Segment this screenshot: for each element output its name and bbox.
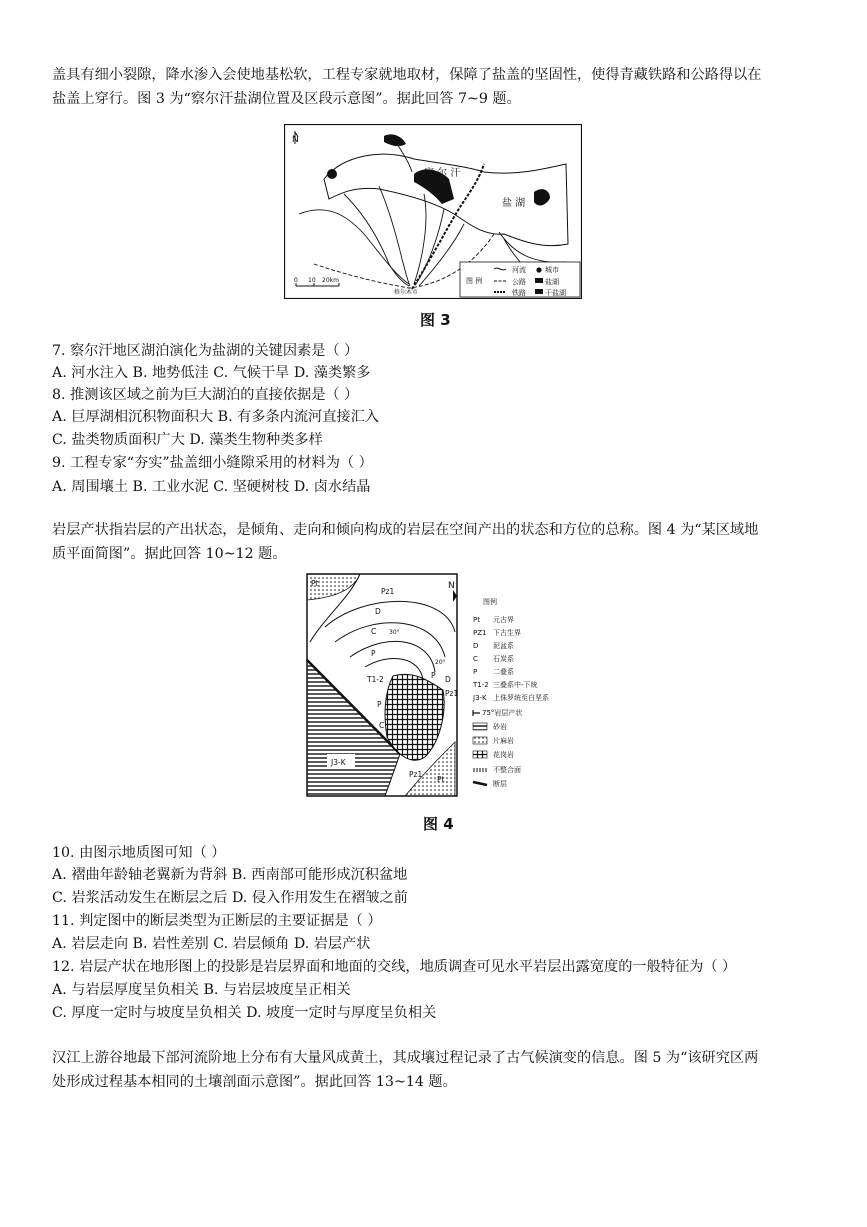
intro-3-line-2: 处形成过程基本相同的土壤剖面示意图”。据此回答 13~14 题。: [52, 1074, 457, 1090]
city-marker: [327, 169, 337, 179]
label-c-1: C: [371, 627, 377, 636]
svg-text:花岗岩: 花岗岩: [493, 751, 514, 759]
svg-text:图例: 图例: [483, 598, 497, 606]
label-j3k: J3-K: [331, 758, 346, 767]
q10-options-2: C. 岩浆活动发生在断层之后 D. 侵入作用发生在褶皱之前: [52, 890, 408, 906]
svg-text:断层: 断层: [493, 780, 507, 788]
label-p-1: P: [371, 649, 376, 658]
intro-paragraph-1: [52, 63, 822, 111]
svg-text:PZ1: PZ1: [473, 629, 487, 637]
svg-text:10: 10: [308, 277, 316, 284]
lake-label-1: 察 尔 汗: [424, 168, 461, 179]
svg-text:河流: 河流: [512, 266, 526, 274]
q9-stem: 9. 工程专家“夯实”盐盖细小缝隙采用的材料为（ ）: [52, 455, 373, 471]
label-p-3: P: [431, 671, 436, 680]
label-c-2: C: [379, 721, 385, 730]
q11-options: A. 岩层走向 B. 岩性差别 C. 岩层倾角 D. 岩层产状: [52, 936, 371, 952]
dip-label-2: 20°: [435, 659, 446, 666]
intro-2-line-1: 岩层产状指岩层的产出状态，是倾角、走向和倾向构成的岩层在空间产出的状态和方位的总称。图 4 为“某区域地: [52, 522, 759, 538]
figure-3-map: [284, 124, 582, 299]
label-pz1-3: Pz1: [445, 689, 459, 698]
q9-options: A. 周围壤土 B. 工业水泥 C. 坚硬树枝 D. 卤水结晶: [52, 479, 371, 495]
svg-text:75°岩层产状: 75°岩层产状: [482, 709, 523, 717]
svg-text:20km: 20km: [322, 277, 339, 284]
svg-text:公路: 公路: [512, 278, 526, 286]
svg-text:砂岩: 砂岩: [493, 723, 507, 731]
svg-text:下古生界: 下古生界: [493, 629, 521, 637]
svg-text:片麻岩: 片麻岩: [493, 737, 514, 745]
city-marker: [536, 191, 546, 201]
svg-text:C: C: [473, 655, 478, 663]
intro-2-line-2: 质平面简图”。据此回答 10~12 题。: [52, 546, 287, 562]
q8-stem: 8. 推测该区域之前为巨大湖泊的直接依据是（ ）: [52, 387, 359, 403]
north-arrow-label: N: [292, 135, 299, 145]
intro-1-line-2: 盐盖上穿行。图 3 为“察尔汗盐湖位置及区段示意图”。据此回答 7~9 题。: [52, 91, 521, 107]
svg-text:城市: 城市: [545, 266, 559, 274]
figure-4-legend: [472, 597, 549, 788]
svg-text:Pt: Pt: [473, 616, 480, 624]
label-pz1-1: Pz1: [381, 587, 395, 596]
figure-3-legend: [460, 262, 580, 297]
q8-options-1: A. 巨厚湖相沉积物面积大 B. 有多条内流河直接汇入: [52, 409, 379, 425]
intro-1-line-1: 盖具有细小裂隙，降水渗入会使地基松软，工程专家就地取材，保障了盐盖的坚固性，使得青藏铁路和公路得以在: [52, 67, 762, 83]
svg-text:三叠系中-下统: 三叠系中-下统: [493, 681, 538, 689]
svg-text:0: 0: [294, 277, 298, 284]
svg-text:T1-2: T1-2: [473, 681, 489, 689]
label-pz1-2: Pz1: [409, 770, 423, 779]
figure-4-geologic-map: [305, 572, 570, 800]
q12-options-1: A. 与岩层厚度呈负相关 B. 与岩层坡度呈正相关: [52, 982, 351, 998]
svg-text:P: P: [473, 668, 478, 676]
q10-options-1: A. 褶曲年龄轴老翼新为背斜 B. 西南部可能形成沉积盆地: [52, 867, 408, 883]
svg-text:J3-K: J3-K: [473, 694, 487, 702]
q11-stem: 11. 判定图中的断层类型为正断层的主要证据是（ ）: [52, 913, 382, 929]
svg-text:二叠系: 二叠系: [493, 668, 514, 676]
label-d-1: D: [375, 607, 381, 616]
svg-text:元古界: 元古界: [493, 616, 514, 624]
svg-text:D: D: [473, 642, 479, 650]
q7-stem: 7. 察尔汗地区湖泊演化为盐湖的关键因素是（ ）: [52, 343, 359, 359]
svg-text:N: N: [448, 581, 455, 591]
q8-options-2: C. 盐类物质面积广大 D. 藻类生物种类多样: [52, 432, 323, 448]
svg-text:铁路: 铁路: [512, 289, 526, 297]
intro-paragraph-3: [52, 1046, 822, 1094]
label-p-2: P: [377, 700, 382, 709]
intro-paragraph-2: [52, 518, 822, 566]
svg-text:上侏罗统至白垩系: 上侏罗统至白垩系: [493, 694, 549, 702]
figure-3-caption: 图 3: [420, 311, 451, 329]
label-pt-2: Pt: [437, 775, 445, 784]
label-pt-1: Pt: [311, 579, 319, 588]
q7-options: A. 河水注入 B. 地势低洼 C. 气候干旱 D. 藻类繁多: [52, 365, 371, 381]
svg-text:泥盆系: 泥盆系: [493, 642, 514, 650]
intro-3-line-1: 汉江上游谷地最下部河流阶地上分布有大量风成黄土，其成壤过程记录了古气候演变的信息。图 5 为“该研究区两: [52, 1050, 759, 1066]
svg-text:盐湖: 盐湖: [545, 278, 559, 286]
label-d-2: D: [445, 675, 451, 684]
svg-text:不整合面: 不整合面: [493, 766, 521, 774]
dip-label: 30°: [389, 629, 400, 636]
figure-4-caption: 图 4: [423, 815, 454, 833]
svg-text:石炭系: 石炭系: [493, 655, 514, 663]
svg-text:图 例: 图 例: [466, 277, 483, 285]
q12-stem: 12. 岩层产状在地形图上的投影是岩层界面和地面的交线，地质调查可见水平岩层出露宽度的一般特征为（ ）: [52, 959, 737, 975]
label-t12: T1-2: [367, 675, 384, 684]
svg-text:干盐湖: 干盐湖: [545, 289, 566, 297]
lake-label-2: 盐 湖: [502, 198, 526, 209]
q10-stem: 10. 由图示地质图可知（ ）: [52, 845, 226, 861]
q12-options-2: C. 厚度一定时与坡度呈负相关 D. 坡度一定时与厚度呈负相关: [52, 1005, 437, 1021]
town-label: 格尔木市: [394, 289, 419, 296]
